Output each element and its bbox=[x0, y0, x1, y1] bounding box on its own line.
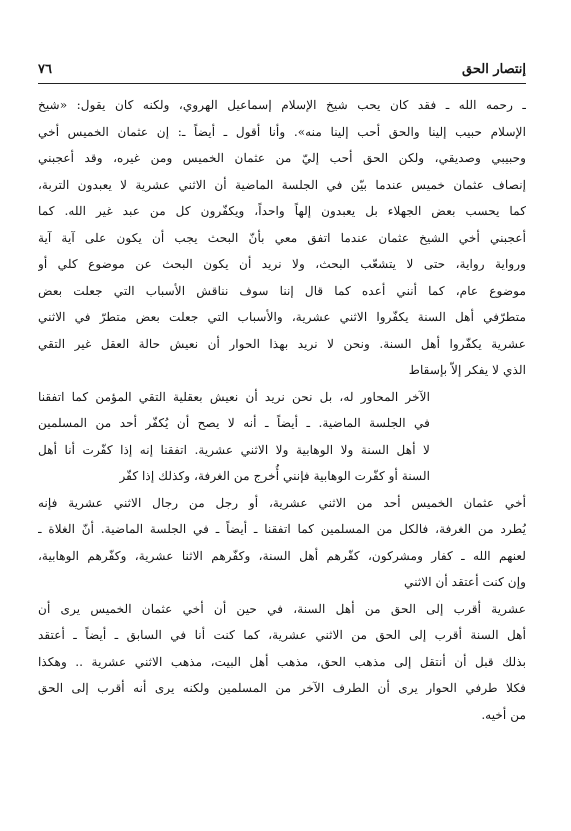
text-line: بذلك قبل أن أنتقل إلى مذهب الحق، مذهب أهل البيت، مذهب الاثني عشرية .. وهكذا bbox=[38, 654, 526, 669]
text-line: من أخيه. bbox=[481, 707, 526, 722]
page-number: ٧٦ bbox=[38, 61, 52, 77]
text-line: الذي لا يفكر إلاّ بإسقاط bbox=[408, 363, 526, 377]
text-line: أهل السنة أقرب إلى الحق من الاثني عشرية، كما كنت أنا في السابق ـ أيضاً ـ أعتقد bbox=[38, 628, 526, 642]
text-line: كما يحسب بعض الجهلاء بل يعبدون إلهاً واحداً، ويكفّرون كل من عبد غير الله. كما bbox=[38, 204, 526, 218]
quote-line: لا أهل السنة ولا الوهابية ولا الاثني عشرية. اتفقنا إنه إذا كفّرت أنا أهل bbox=[38, 442, 430, 457]
text-line: عشرية يكفّروا أهل السنة. ونحن لا نريد بهذا الحوار أن نعيش حالة العقل غير التقي bbox=[38, 336, 526, 351]
quote-line: السنة أو كفّرت الوهابية فإنني أُخرج من الغرفة، وكذلك إذا كفّر bbox=[119, 469, 430, 483]
text-line: وإن كنت أعتقد أن الاثني bbox=[404, 575, 526, 589]
text-line: موضوع عام، كما أنني أعده كما قال إننا سوف نناقش الأسباب التي جعلت بعض bbox=[38, 283, 526, 298]
page-header bbox=[38, 55, 526, 83]
running-title: إنتصار الحق bbox=[462, 61, 526, 77]
text-line: يُطرد من الغرفة، فالكل من المسلمين كما اتفقنا ـ أيضاً ـ في الجلسة الماضية. أنّ الغلاة ـ bbox=[38, 522, 526, 536]
text-line: أعجبني أخي الشيخ عثمان عندما اتفق معي بأنّ البحث يجب أن يكون على آية آية bbox=[38, 230, 526, 245]
text-line: أخي عثمان الخميس أحد من الاثني عشرية، أو رجل من رجال الاثني عشرية فإنه bbox=[38, 495, 526, 510]
text-line: ورواية رواية، حتى لا يتشعّب البحث، ولا نريد أن يكون البحث عن موضوع كلي أو bbox=[38, 257, 526, 271]
body-text bbox=[38, 92, 526, 728]
text-line: عشرية أقرب إلى الحق من أهل السنة، في حين أن أخي عثمان الخميس يرى أن bbox=[38, 601, 526, 616]
text-line: وحبيبي وصديقي، ولكن الحق أحب إليّ من عثمان الخميس ومن غيره، وقد أعجبني bbox=[38, 151, 526, 165]
header-rule bbox=[38, 83, 526, 84]
quote-line: في الجلسة الماضية. ـ أيضاً ـ أنه لا يصح أن يُكفّر أحد من المسلمين bbox=[38, 416, 430, 430]
text-line: الإسلام حبيب إلينا والحق أحب إلينا منه». وأنا أقول ـ أيضاً ـ: إن عثمان الخميس أخي bbox=[38, 124, 526, 139]
quote-line: الآخر المحاور له، بل نحن نريد أن نعيش بعقلية التقي المؤمن كما اتفقنا bbox=[38, 389, 430, 404]
text-line: فكلا طرفي الحوار يرى أن الطرف الآخر من المسلمين ولكنه يرى أنه أقرب إلى الحق bbox=[38, 681, 526, 695]
text-line: لعنهم الله ـ كفار ومشركون، كفّرهم أهل السنة، وكفّرهم الاثنا عشرية، وكفّرهم الوهابية، bbox=[38, 548, 526, 563]
text-line: متطرّفي أهل السنة يكفّروا الاثني عشرية، والأسباب التي جعلت بعض متطرّ في الاثني bbox=[38, 310, 526, 324]
text-line: إنصاف عثمان خميس عندما بيّن في الجلسة الماضية أن الاثني عشرية لا يعبدون التربة، bbox=[38, 177, 526, 192]
text-line: ـ رحمه الله ـ فقد كان يحب شيخ الإسلام إسماعيل الهروي، ولكنه كان يقول: «شيخ bbox=[38, 98, 526, 112]
